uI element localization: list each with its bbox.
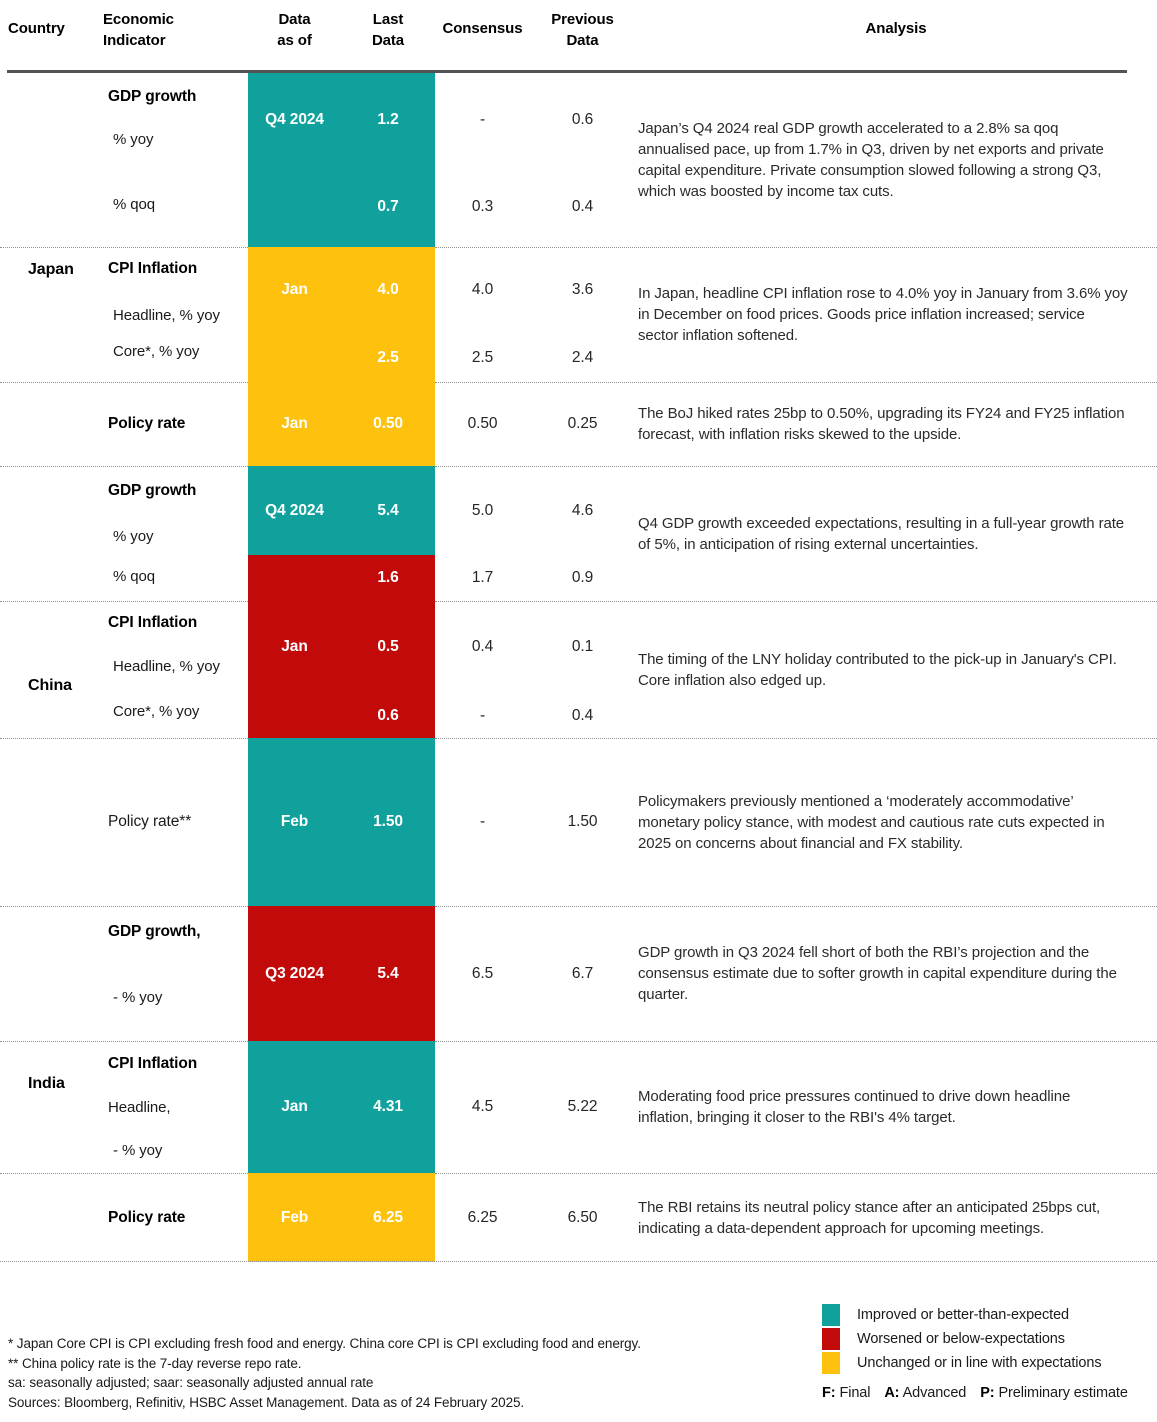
indicator-cell: [100, 247, 248, 382]
row-china-gdp-growth: [0, 466, 1157, 601]
status-band: [248, 382, 435, 466]
consensus-value: 0.3: [471, 198, 494, 215]
footnote-sa-saar: sa: seasonally adjusted; saar: seasonally adjusted annual rate: [8, 1375, 374, 1390]
footnote-sources: Sources: Bloomberg, Refinitiv, HSBC Asset Management. Data as of 24 February 2025.: [8, 1394, 525, 1410]
previous-data-value: 4.6: [571, 501, 594, 519]
indicator-title: GDP growth: [108, 482, 197, 499]
last-data-value: 1.2: [377, 111, 399, 128]
consensus-value: 6.25: [467, 1208, 498, 1226]
analysis-cell: [635, 1173, 1157, 1262]
abbrev-advanced: [884, 1385, 966, 1401]
consensus-value: -: [479, 111, 486, 128]
analysis-cell: [635, 906, 1157, 1041]
status-band: [248, 738, 435, 906]
indicator-title: GDP growth: [108, 88, 197, 105]
legend-swatch-improved: [822, 1304, 840, 1326]
analysis-text: Policymakers previously mentioned a ‘moderately accommodative’ monetary policy stance, with modest and cautious rate cuts expected in 2025 on concerns about financial and FX stability.: [638, 792, 1105, 852]
status-band-segment-improved: [248, 167, 435, 247]
data-as-of-value: Jan: [281, 415, 308, 432]
indicator-sub-label: - % yoy: [113, 989, 163, 1006]
analysis-text: The RBI retains its neutral policy stance after an anticipated 25bps cut, indicating a data-dependent approach for upcoming meetings.: [638, 1198, 1101, 1237]
abbreviation-key: [822, 1385, 1138, 1401]
indicator-cell: [100, 601, 248, 738]
indicator-cell: [100, 73, 248, 247]
status-band: [248, 1173, 435, 1262]
indicator-sub-label: % qoq: [113, 568, 156, 585]
status-band-segment-worsened: [248, 906, 435, 1041]
col-header-country: Country: [8, 20, 65, 37]
col-header-previous-data-text: Previous Data: [551, 11, 614, 49]
status-band-segment-improved: [248, 466, 435, 555]
footnotes: [8, 1334, 641, 1412]
consensus-value: 1.7: [471, 569, 494, 586]
row-japan-policy-rate: [0, 382, 1157, 466]
indicator-cell: [100, 382, 248, 466]
data-as-of-value: Jan: [281, 1098, 308, 1115]
indicator-title: [100, 738, 248, 906]
consensus-value: 6.5: [471, 964, 494, 982]
legend-label: Improved or better-than-expected: [857, 1307, 1069, 1323]
indicator-title: [100, 382, 248, 466]
indicator-sub-label: Headline, % yoy: [113, 658, 220, 675]
indicator-title: CPI Inflation: [108, 1055, 198, 1072]
analysis-cell: [635, 1041, 1157, 1173]
indicator-cell: [100, 1173, 248, 1262]
data-as-of-value: Feb: [280, 813, 309, 830]
indicator-title-text: Policy rate**: [108, 813, 192, 830]
analysis-text: The BoJ hiked rates 25bp to 0.50%, upgrading its FY24 and FY25 inflation forecast, with inflation risks skewed to the upside.: [638, 405, 1125, 443]
footer: [0, 1262, 1157, 1422]
previous-data-cell: [530, 738, 635, 906]
previous-data-value: 5.22: [567, 1098, 598, 1115]
status-legend: [822, 1303, 1101, 1375]
abbrev-label: Final: [839, 1385, 871, 1401]
col-header-last-data: [341, 0, 435, 70]
analysis-cell: [635, 382, 1157, 466]
status-band-segment-improved: [248, 73, 435, 167]
data-as-of-value: Q4 2024: [265, 501, 324, 519]
col-header-data-as-of-text: Data as of: [277, 11, 312, 49]
last-data-value: 2.5: [377, 348, 399, 366]
footnote-core-cpi: * Japan Core CPI is CPI excluding fresh food and energy. China core CPI is CPI excluding food and energy.: [8, 1336, 641, 1351]
previous-data-value: 3.6: [571, 281, 594, 298]
col-header-economic-indicator-text: Economic Indicator: [103, 11, 174, 49]
last-data-value: 0.6: [377, 706, 399, 724]
indicator-cell: [100, 906, 248, 1041]
analysis-cell: [635, 738, 1157, 906]
indicator-sub-label: % yoy: [113, 131, 154, 148]
analysis-cell: [635, 601, 1157, 738]
last-data-value: 0.50: [373, 415, 403, 432]
col-header-economic-indicator: [100, 0, 248, 70]
status-band: [248, 73, 435, 247]
status-band-segment-worsened: [248, 693, 435, 738]
analysis-cell: [635, 73, 1157, 247]
indicator-title: GDP growth,: [108, 923, 201, 940]
analysis-text: Moderating food price pressures continued to drive down headline inflation, bringing it closer to the RBI's 4% target.: [638, 1088, 1071, 1126]
consensus-value: -: [479, 706, 486, 724]
indicator-title: [100, 1173, 248, 1262]
legend-item-worsened: [822, 1327, 1101, 1351]
status-band-segment-improved: [248, 1041, 435, 1173]
analysis-cell: [635, 466, 1157, 601]
indicator-sub-label: Core*, % yoy: [113, 343, 200, 360]
status-band: [248, 1041, 435, 1173]
col-header-consensus: Consensus: [442, 20, 523, 37]
last-data-value: 0.7: [377, 198, 399, 215]
status-band-segment-unchanged: [248, 1173, 435, 1262]
row-india-policy-rate: [0, 1173, 1157, 1262]
row-japan-cpi-inflation: [0, 247, 1157, 382]
consensus-cell: [435, 906, 530, 1041]
legend-item-improved: [822, 1303, 1101, 1327]
country-group-japan: [0, 73, 1157, 466]
previous-data-cell: [530, 906, 635, 1041]
abbrev-preliminary: [980, 1385, 1128, 1401]
analysis-text: Japan’s Q4 2024 real GDP growth accelerated to a 2.8% sa qoq annualised pace, up from 1.7% in Q3, driven by net exports and private capital expenditure. Private consumption slowed following a strong Q3, which was boosted by income tax cuts.: [638, 120, 1104, 200]
consensus-value: 4.5: [471, 1098, 494, 1115]
status-band-segment-unchanged: [248, 333, 435, 382]
country-group-china: [0, 466, 1157, 906]
abbrev-key: A:: [884, 1385, 900, 1401]
col-header-data-as-of: [248, 0, 341, 70]
analysis-text: GDP growth in Q3 2024 fell short of both the RBI’s projection and the consensus estimate due to softer growth in capital expenditure during the quarter.: [638, 944, 1117, 1003]
previous-data-value: 1.50: [567, 813, 598, 830]
table-header-row: [0, 0, 1157, 70]
abbrev-final: [822, 1385, 870, 1401]
consensus-value: 2.5: [471, 348, 494, 366]
consensus-cell: [435, 247, 530, 382]
previous-data-cell: [530, 382, 635, 466]
consensus-value: 0.50: [467, 415, 498, 432]
row-china-policy-rate: [0, 738, 1157, 906]
status-band: [248, 906, 435, 1041]
legend-label: Unchanged or in line with expectations: [857, 1355, 1102, 1371]
col-header-previous-data: [530, 0, 635, 70]
indicator-sub-label: - % yoy: [113, 1142, 163, 1159]
previous-data-value: 0.9: [571, 569, 594, 586]
consensus-cell: [435, 601, 530, 738]
row-india-gdp-growth: [0, 906, 1157, 1041]
analysis-text: Q4 GDP growth exceeded expectations, resulting in a full-year growth rate of 5%, in anticipation of rising external uncertainties.: [638, 514, 1125, 553]
previous-data-value: 6.50: [567, 1208, 598, 1226]
last-data-value: 1.50: [373, 813, 403, 830]
status-band-segment-unchanged: [248, 247, 435, 333]
country-label-india: India: [28, 1075, 65, 1092]
country-label-china: China: [28, 677, 72, 694]
data-as-of-value: Jan: [281, 281, 308, 298]
analysis-text: The timing of the LNY holiday contributed to the pick-up in January's CPI. Core inflation also edged up.: [638, 650, 1117, 689]
previous-data-value: 2.4: [571, 348, 594, 366]
status-band: [248, 247, 435, 382]
status-band: [248, 601, 435, 738]
status-band-segment-improved: [248, 738, 435, 906]
last-data-value: 0.5: [377, 638, 399, 655]
row-japan-gdp-growth: [0, 73, 1157, 247]
indicator-cell: [100, 1041, 248, 1173]
status-band-segment-worsened: [248, 601, 435, 693]
indicator-title: CPI Inflation: [108, 614, 198, 631]
country-group-india: [0, 906, 1157, 1262]
last-data-value: 5.4: [377, 964, 399, 982]
consensus-cell: [435, 73, 530, 247]
previous-data-value: 0.4: [571, 198, 594, 215]
country-label-japan: Japan: [28, 260, 74, 278]
last-data-value: 5.4: [377, 501, 399, 519]
indicator-sub-label: % yoy: [113, 528, 154, 545]
previous-data-value: 0.1: [571, 638, 594, 655]
last-data-value: 1.6: [377, 569, 399, 586]
indicator-sub-label: Core*, % yoy: [113, 703, 200, 720]
consensus-cell: [435, 738, 530, 906]
legend-item-unchanged: [822, 1351, 1101, 1375]
last-data-value: 4.0: [377, 281, 399, 298]
abbrev-key: P:: [980, 1385, 995, 1401]
consensus-value: 4.0: [471, 281, 494, 298]
analysis-text: In Japan, headline CPI inflation rose to 4.0% yoy in January from 3.6% yoy in December on food prices. Goods price inflation increased; service sector inflation softened.: [638, 285, 1128, 344]
analysis-cell: [635, 247, 1157, 382]
previous-data-cell: [530, 73, 635, 247]
previous-data-cell: [530, 1041, 635, 1173]
data-as-of-value: Q3 2024: [265, 964, 324, 982]
indicator-sub-label: Headline, % yoy: [113, 307, 220, 324]
status-band-segment-unchanged: [248, 382, 435, 466]
previous-data-value: 6.7: [571, 964, 594, 982]
previous-data-cell: [530, 466, 635, 601]
row-china-cpi-inflation: [0, 601, 1157, 738]
data-as-of-value: Q4 2024: [265, 111, 324, 128]
legend-swatch-unchanged: [822, 1352, 840, 1374]
indicator-sub-label: Headline,: [108, 1099, 171, 1116]
row-india-cpi-inflation: [0, 1041, 1157, 1173]
abbrev-label: Advanced: [902, 1385, 967, 1401]
indicator-title: CPI Inflation: [108, 260, 198, 277]
consensus-cell: [435, 1041, 530, 1173]
col-header-analysis: Analysis: [865, 20, 927, 37]
previous-data-value: 0.4: [571, 706, 594, 724]
consensus-cell: [435, 1173, 530, 1262]
indicator-cell: [100, 466, 248, 601]
previous-data-value: 0.25: [567, 415, 598, 432]
col-header-last-data-text: Last Data: [371, 11, 405, 49]
consensus-cell: [435, 382, 530, 466]
indicator-title-text: Policy rate: [108, 1208, 186, 1226]
legend-swatch-worsened: [822, 1328, 840, 1350]
last-data-value: 6.25: [373, 1208, 403, 1226]
status-band: [248, 466, 435, 601]
indicator-title-text: Policy rate: [108, 415, 186, 432]
indicator-cell: [100, 738, 248, 906]
previous-data-cell: [530, 1173, 635, 1262]
consensus-value: 0.4: [471, 638, 494, 655]
legend-label: Worsened or below-expectations: [857, 1331, 1065, 1347]
indicator-sub-label: % qoq: [113, 196, 156, 213]
data-as-of-value: Jan: [281, 638, 308, 655]
previous-data-cell: [530, 247, 635, 382]
status-band-segment-worsened: [248, 555, 435, 601]
previous-data-value: 0.6: [571, 111, 594, 128]
consensus-value: 5.0: [471, 501, 494, 519]
abbrev-label: Preliminary estimate: [998, 1385, 1128, 1401]
consensus-cell: [435, 466, 530, 601]
previous-data-cell: [530, 601, 635, 738]
abbrev-key: F:: [822, 1385, 836, 1401]
data-as-of-value: Feb: [280, 1208, 309, 1226]
last-data-value: 4.31: [373, 1098, 403, 1115]
footnote-policy-rate: ** China policy rate is the 7-day reverse repo rate.: [8, 1355, 302, 1371]
consensus-value: -: [479, 813, 486, 830]
